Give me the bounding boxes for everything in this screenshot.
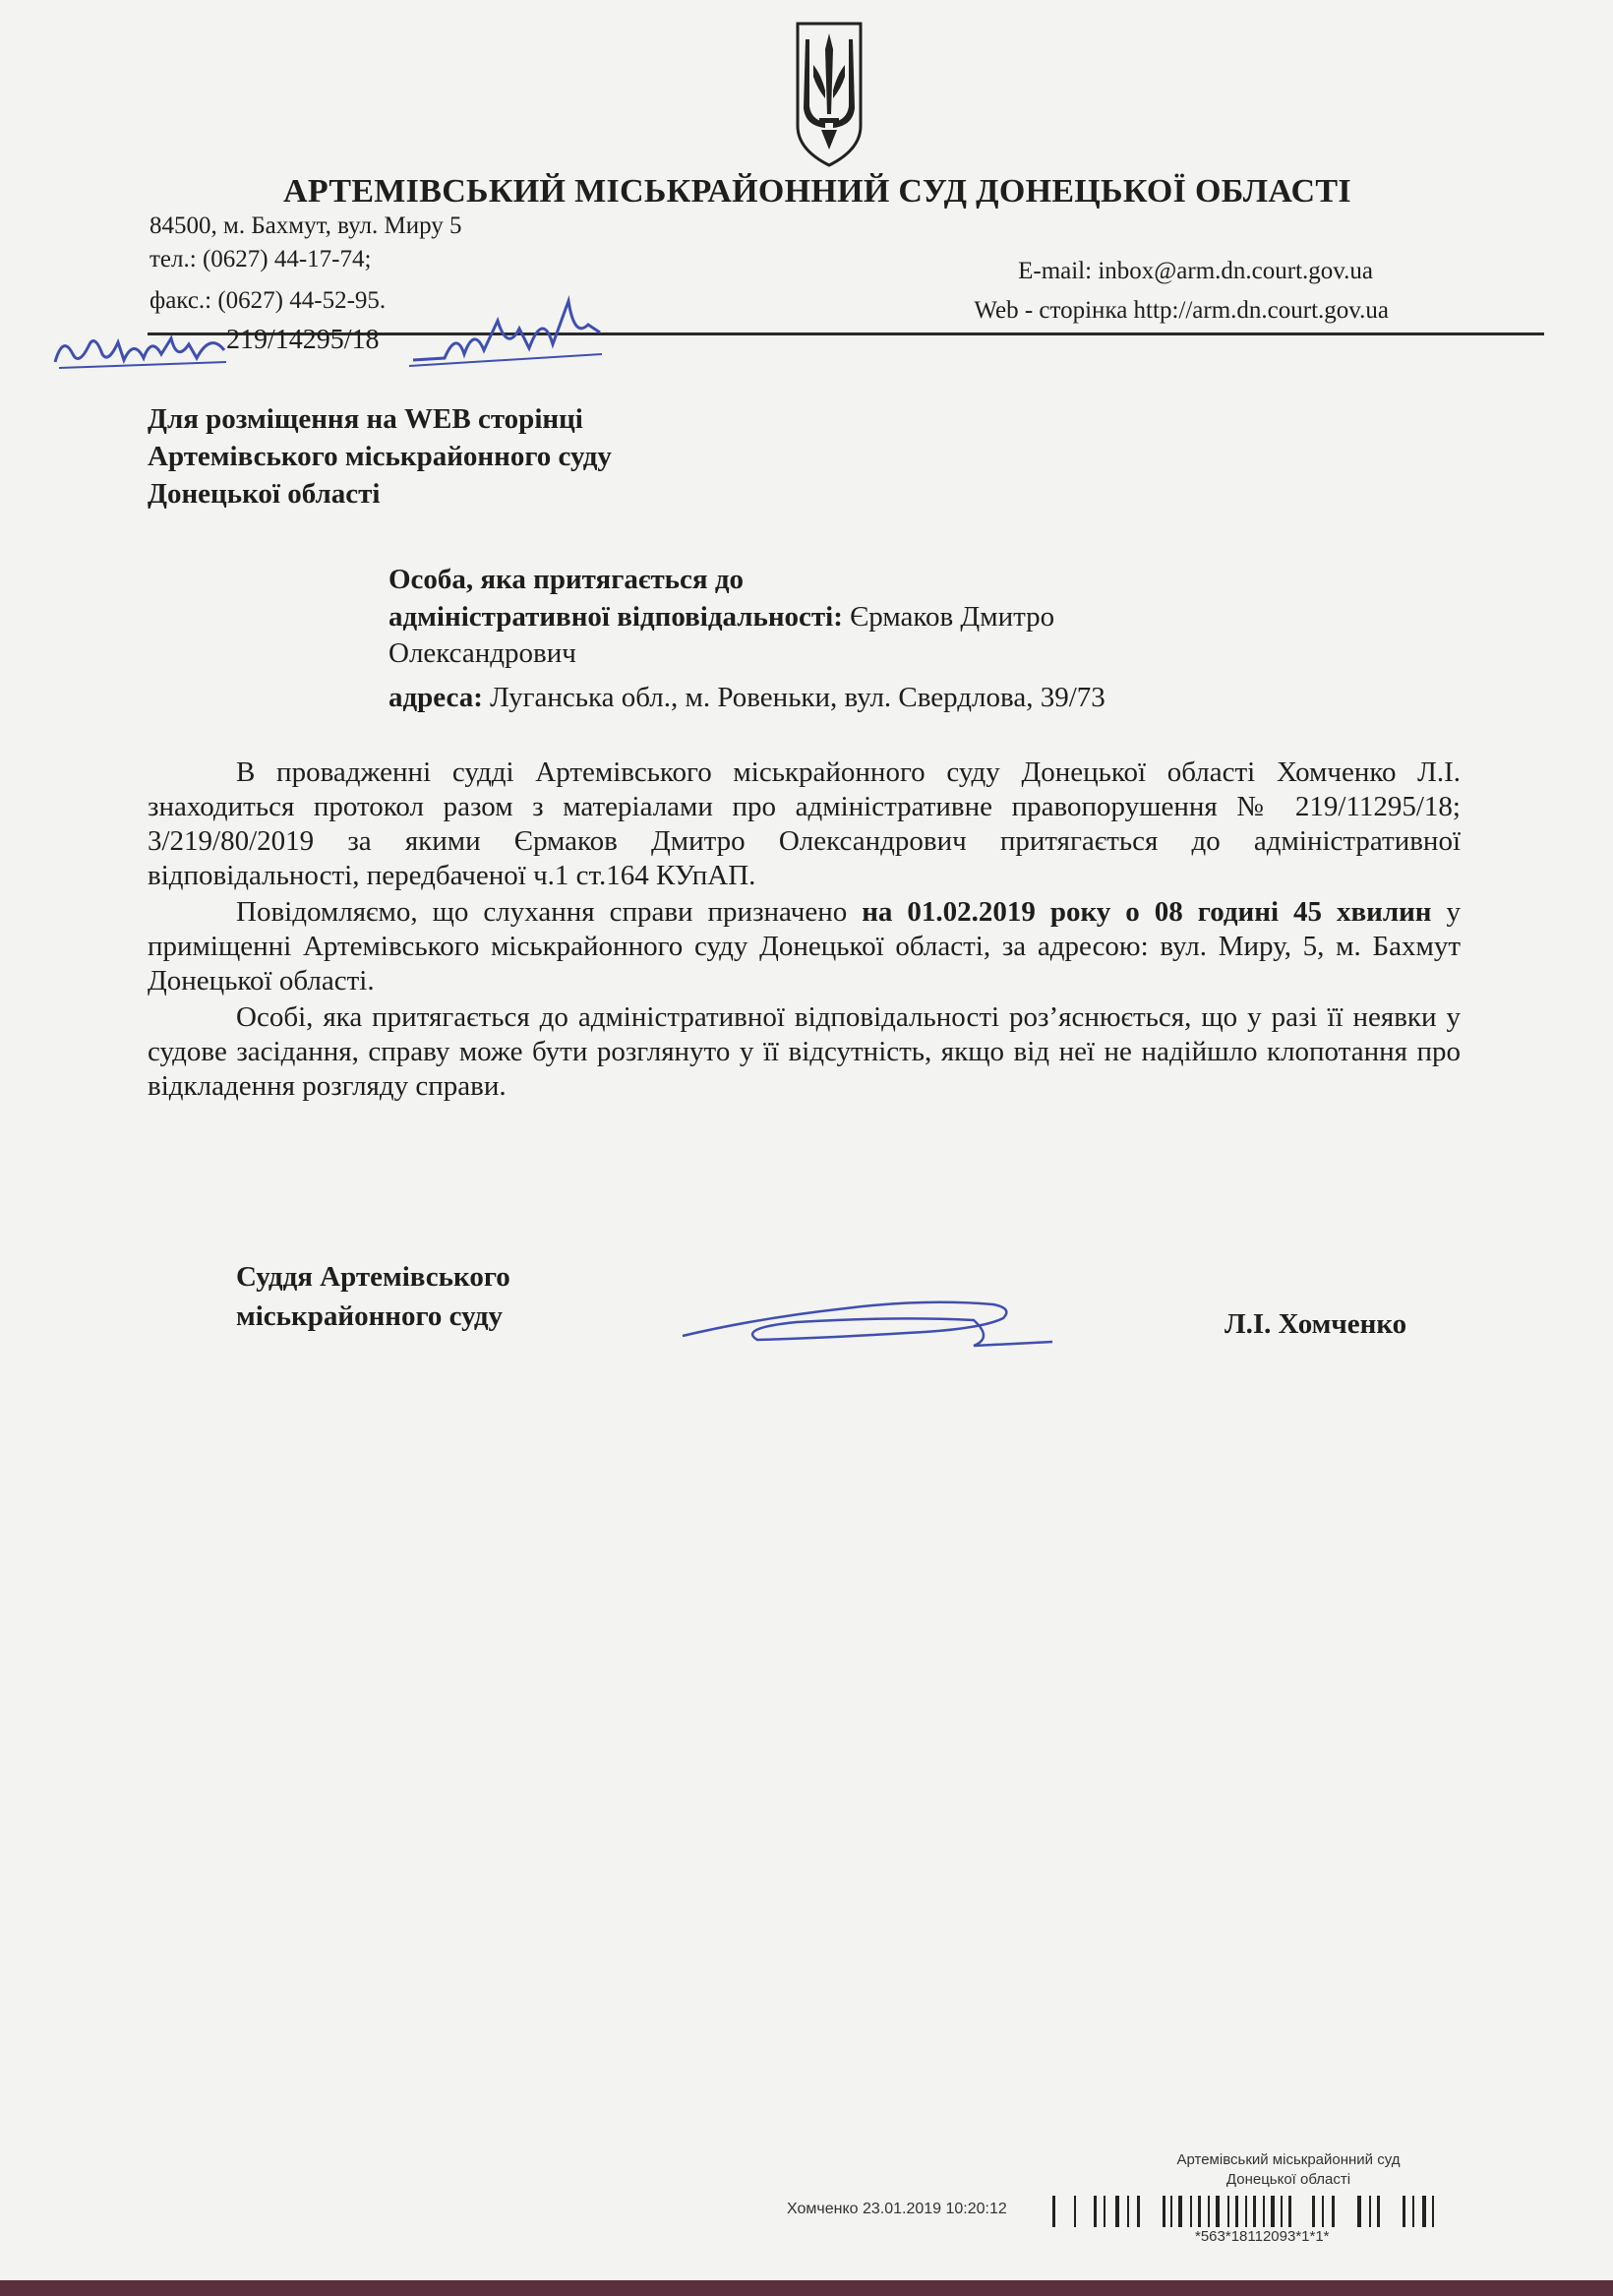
court-email: E-mail: inbox@arm.dn.court.gov.ua bbox=[1018, 258, 1373, 284]
court-website: Web - сторінка http://arm.dn.court.gov.ua bbox=[974, 297, 1389, 324]
paragraph-2-start: Повідомляємо, що слухання справи призначено bbox=[236, 896, 863, 928]
coat-of-arms-icon bbox=[792, 20, 866, 169]
paragraph-1: В провадженні судді Артемівського міськрайонного суду Донецької області Хомченко Л.І. знаходиться протокол разом з матеріалами про адміністративне правопорушення № 219/11295/18; 3/219/80/2019 за якими Єрмаков Дмитро Олександрович притягається до адміністративної відповідальності, передбаченої ч.1 ст.164 КУпАП. bbox=[148, 756, 1461, 891]
person-address-row bbox=[388, 682, 1105, 714]
person-label-2: адміністративної відповідальності: bbox=[388, 601, 843, 633]
court-address: 84500, м. Бахмут, вул. Миру 5 bbox=[149, 212, 462, 239]
paragraph-3: Особі, яка притягається до адміністративної відповідальності роз’яснюється, що у разі її неявки у судове засідання, справу може бути розглянуто у її відсутність, якщо від неї не надійшло клопотання про відкладення розгляду справи. bbox=[148, 1001, 1461, 1102]
person-label-1: Особа, яка притягається до bbox=[388, 564, 744, 595]
handwritten-signature bbox=[679, 1279, 1062, 1358]
paragraph-2 bbox=[148, 895, 1461, 998]
court-name: АРТЕМІВСЬКИЙ МІСЬКРАЙОННИЙ СУД ДОНЕЦЬКОЇ ОБЛАСТІ bbox=[283, 173, 1351, 210]
handwritten-date-right bbox=[405, 291, 612, 372]
person-label-row bbox=[388, 601, 1054, 634]
person-name-2: Олександрович bbox=[388, 637, 576, 669]
stamp-court-line-1: Артемівський міськрайонний суд bbox=[1176, 2151, 1401, 2168]
body-text bbox=[148, 755, 1461, 1104]
judge-name: Л.І. Хомченко bbox=[1225, 1308, 1407, 1340]
stamp-court bbox=[1092, 2150, 1485, 2190]
person-address-value: Луганська обл., м. Ровеньки, вул. Свердлова, 39/73 bbox=[490, 682, 1105, 713]
judge-title bbox=[236, 1257, 510, 1336]
addressee-line-1: Для розміщення на WEB сторінці bbox=[148, 403, 583, 435]
court-fax: факс.: (0627) 44-52-95. bbox=[149, 287, 387, 314]
court-phone: тел.: (0627) 44-17-74; bbox=[149, 246, 372, 272]
stamp-code: *563*18112093*1*1* bbox=[1195, 2228, 1330, 2245]
person-address-label: адреса: bbox=[388, 682, 483, 713]
paragraph-2-end: у приміщенні Артемівського міськрайонного суду Донецької області, за адресою: вул. Миру, 5, м. Бахмут Донецької області. bbox=[148, 896, 1462, 997]
addressee-line-3: Донецької області bbox=[148, 478, 381, 510]
scan-edge-strip bbox=[0, 2280, 1613, 2296]
stamp-signer-datetime: Хомченко 23.01.2019 10:20:12 bbox=[787, 2201, 1007, 2217]
barcode-icon bbox=[1052, 2196, 1534, 2227]
judge-title-line-2: міськрайонного суду bbox=[236, 1300, 504, 1332]
stamp-court-line-2: Донецької області bbox=[1225, 2171, 1351, 2188]
registration-number: 219/14295/18 bbox=[226, 325, 380, 355]
handwritten-date-left bbox=[49, 325, 236, 372]
addressee-line-2: Артемівського міськрайонного суду bbox=[148, 441, 612, 472]
judge-title-line-1: Суддя Артемівського bbox=[236, 1261, 510, 1293]
hearing-datetime: на 01.02.2019 року о 08 годині 45 хвилин bbox=[862, 896, 1432, 928]
person-name-1: Єрмаков Дмитро bbox=[850, 601, 1055, 633]
